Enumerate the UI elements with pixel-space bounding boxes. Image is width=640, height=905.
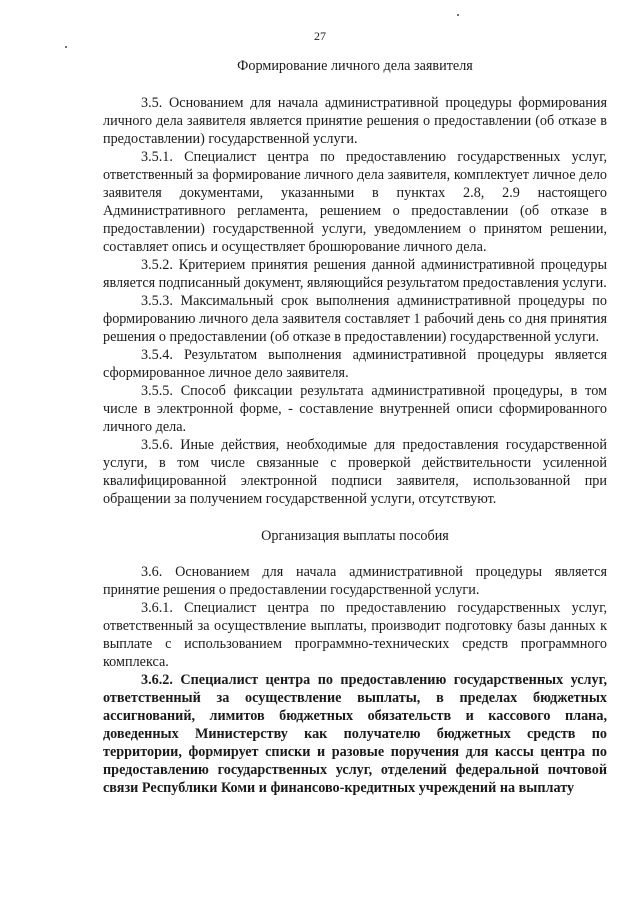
scan-speck (457, 14, 459, 16)
paragraph-3-6: 3.6. Основанием для начала административной процедуры является принятие решения о предоставлении государственной услуги. (103, 564, 607, 598)
section-heading-personal-file: Формирование личного дела заявителя (237, 58, 473, 74)
paragraph-3-5-3: 3.5.3. Максимальный срок выполнения административной процедуры по формированию личного дела заявителя составляет 1 рабочий день со дня принятия решения о предоставлении (об отказе в предоставлении) государственной услуги. (103, 293, 607, 345)
paragraph-3-5: 3.5. Основанием для начала административной процедуры формирования личного дела заявителя является принятие решения о предоставлении (об отказе в предоставлении) государственной услуги. (103, 95, 607, 147)
paragraph-3-5-6: 3.5.6. Иные действия, необходимые для предоставления государственной услуги, в том числе связанные с проверкой действительности усиленной квалифицированной электронной подписи заявителя, использованной при обращении за получением государственной услуги, отсутствуют. (103, 437, 607, 507)
section-heading-benefit-payment: Организация выплаты пособия (261, 528, 449, 544)
document-body (103, 57, 607, 797)
scan-speck (65, 46, 67, 48)
paragraph-3-5-5: 3.5.5. Способ фиксации результата административной процедуры, в том числе в электронной форме, - составление внутренней описи сформированного личного дела. (103, 383, 607, 435)
page-number: 27 (314, 29, 326, 43)
paragraph-3-6-2: 3.6.2. Специалист центра по предоставлению государственных услуг, ответственный за осуществление выплаты, в пределах бюджетных ассигнований, лимитов бюджетных обязательств и кассового плана, доведенных Министерству как получателю бюджетных средств по территории, формирует списки и разовые поручения для кассы центра по предоставлению государственных услуг, отделений федеральной почтовой связи Республики Коми и финансово-кредитных учреждений на выплату (103, 672, 607, 796)
paragraph-3-5-4: 3.5.4. Результатом выполнения административной процедуры является сформированное личное дело заявителя. (103, 347, 607, 381)
paragraph-3-6-1: 3.6.1. Специалист центра по предоставлению государственных услуг, ответственный за осуществление выплаты, производит подготовку базы данных к выплате с использованием программно-технических средств программного комплекса. (103, 600, 607, 670)
paragraph-3-5-1: 3.5.1. Специалист центра по предоставлению государственных услуг, ответственный за формирование личного дела заявителя, комплектует личное дело заявителя документами, указанными в пунктах 2.8, 2.9 настоящего Административного регламента, решением о предоставлении (об отказе в предоставлении) государственной услуги, уведомлением о принятом решении, составляет опись и осуществляет брошюрование личного дела. (103, 149, 607, 255)
paragraph-3-5-2: 3.5.2. Критерием принятия решения данной административной процедуры является подписанный документ, являющийся результатом предоставления услуги. (103, 257, 607, 291)
